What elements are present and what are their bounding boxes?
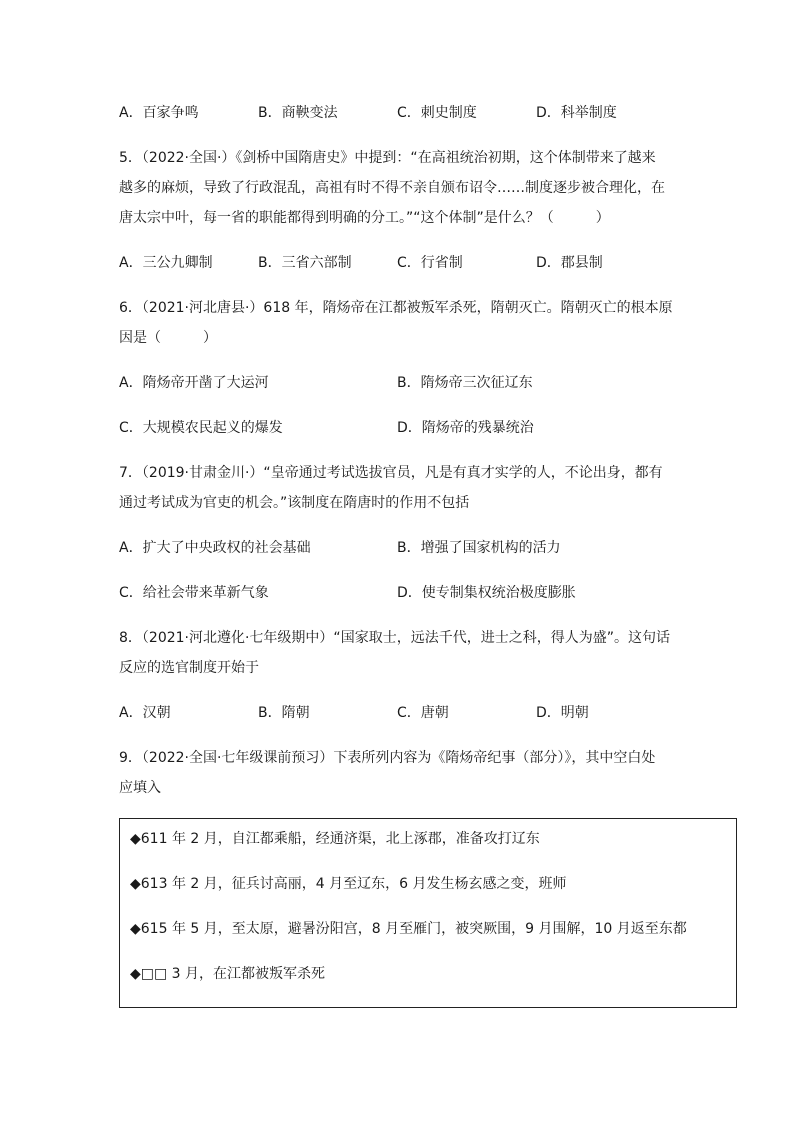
q7-option-a[interactable]: A．扩大了中央政权的社会基础 <box>119 540 311 556</box>
q6-stem-line-2: 因是（ ） <box>119 330 217 346</box>
q5-option-b[interactable]: B．三省六部制 <box>258 255 352 271</box>
q4-option-c[interactable]: C．刺史制度 <box>397 105 477 121</box>
q4-option-b[interactable]: B．商鞅变法 <box>258 105 338 121</box>
q9-table-row-2: ◆613 年 2 月，征兵讨高丽，4 月至辽东，6 月发生杨玄感之变，班师 <box>130 876 567 892</box>
q8-option-b[interactable]: B．隋朝 <box>258 705 310 721</box>
q8-stem-line-2: 反应的选官制度开始于 <box>119 660 259 676</box>
q7-option-c[interactable]: C．给社会带来革新气象 <box>119 585 269 601</box>
q6-option-a[interactable]: A．隋炀帝开凿了大运河 <box>119 375 269 391</box>
q9-chronicle-table <box>119 818 737 1008</box>
q4-option-a[interactable]: A．百家争鸣 <box>119 105 199 121</box>
q6-option-c[interactable]: C．大规模农民起义的爆发 <box>119 420 283 436</box>
q5-stem-line-2: 越多的麻烦，导致了行政混乱，高祖有时不得不亲自颁布诏令……制度逐步被合理化，在 <box>119 180 665 196</box>
q8-option-c[interactable]: C．唐朝 <box>397 705 449 721</box>
q5-stem-line-3: 唐太宗中叶，每一省的职能都得到明确的分工。”“这个体制”是什么？（ ） <box>119 210 610 226</box>
q5-option-a[interactable]: A．三公九卿制 <box>119 255 213 271</box>
q7-stem-line-2: 通过考试成为官吏的机会。”该制度在隋唐时的作用不包括 <box>119 495 470 511</box>
q9-stem-line-2: 应填入 <box>119 780 161 796</box>
q6-option-b[interactable]: B．隋炀帝三次征辽东 <box>397 375 533 391</box>
q9-table-row-4: ◆□□ 3 月，在江都被叛军杀死 <box>130 966 326 982</box>
q8-option-a[interactable]: A．汉朝 <box>119 705 171 721</box>
q9-table-row-1: ◆611 年 2 月，自江都乘船，经通济渠，北上涿郡，准备攻打辽东 <box>130 831 540 847</box>
q8-option-d[interactable]: D．明朝 <box>536 705 589 721</box>
q5-option-c[interactable]: C．行省制 <box>397 255 463 271</box>
q7-option-d[interactable]: D．使专制集权统治极度膨胀 <box>397 585 576 601</box>
q7-option-b[interactable]: B．增强了国家机构的活力 <box>397 540 561 556</box>
q6-stem-line-1: 6．（2021·河北唐县·）618 年，隋炀帝在江都被叛军杀死，隋朝灭亡。隋朝灭亡的根本原 <box>119 300 673 316</box>
q4-option-d[interactable]: D．科举制度 <box>536 105 617 121</box>
q9-stem-line-1: 9．（2022·全国·七年级课前预习）下表所列内容为《隋炀帝纪事（部分）》，其中空白处 <box>119 750 656 766</box>
q5-option-d[interactable]: D．郡县制 <box>536 255 603 271</box>
q5-stem-line-1: 5．（2022·全国·）《剑桥中国隋唐史》中提到：“在高祖统治初期，这个体制带来了越来 <box>119 150 656 166</box>
q8-stem-line-1: 8．（2021·河北遵化·七年级期中）“国家取士，远法千代，进士之科，得人为盛”。这句话 <box>119 630 670 646</box>
q6-option-d[interactable]: D．隋炀帝的残暴统治 <box>397 420 534 436</box>
q9-table-row-3: ◆615 年 5 月，至太原，避暑汾阳宫，8 月至雁门，被突厥围，9 月围解，10 月返至东都 <box>130 921 687 937</box>
q7-stem-line-1: 7．（2019·甘肃金川·）“皇帝通过考试选拔官员，凡是有真才实学的人，不论出身，都有 <box>119 465 663 481</box>
